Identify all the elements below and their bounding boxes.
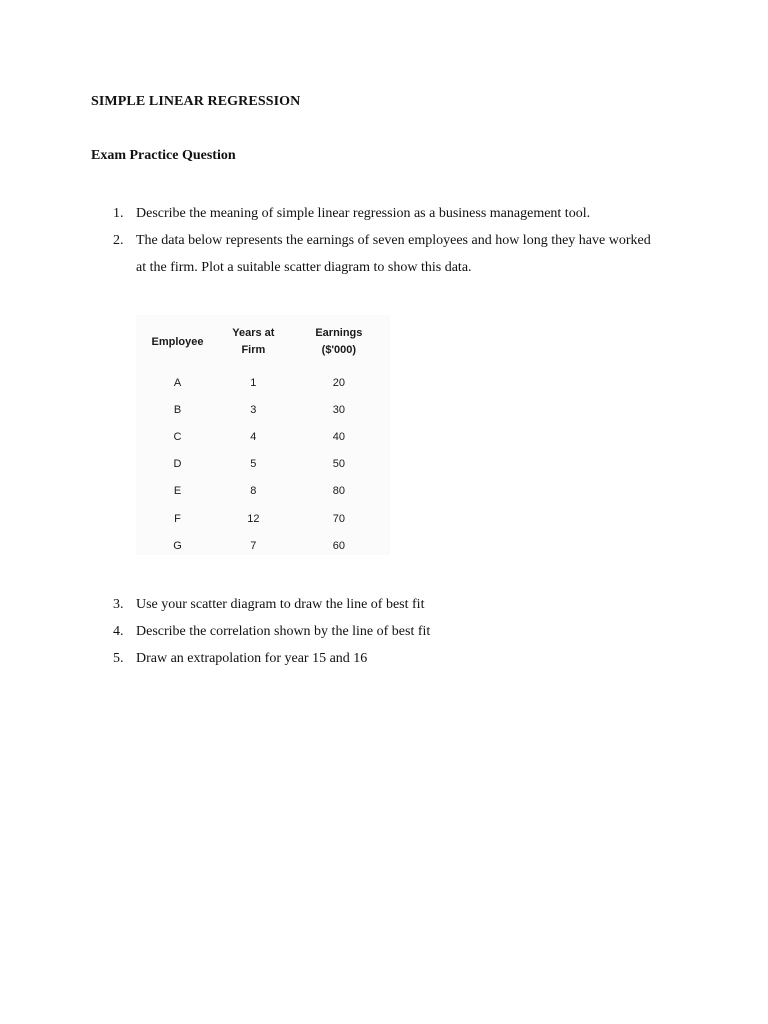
sub-heading: Exam Practice Question — [91, 148, 236, 163]
cell-earnings: 70 — [332, 512, 345, 525]
question-number: 2. — [113, 233, 124, 248]
question-list-part-2 — [0, 591, 656, 672]
table-header-row — [136, 315, 390, 369]
question-number: 3. — [113, 597, 124, 612]
question-5 — [0, 645, 656, 672]
header-earnings: Earnings ($'000) — [315, 327, 363, 356]
question-list-part-1 — [0, 200, 656, 281]
question-text: Draw an extrapolation for year 15 and 16 — [136, 651, 368, 666]
table-row — [136, 369, 390, 396]
data-table-image — [136, 315, 390, 555]
question-text: Describe the correlation shown by the line of best fit — [136, 624, 431, 639]
header-employee: Employee — [151, 335, 204, 348]
table-row — [136, 532, 390, 559]
cell-employee: F — [174, 512, 181, 525]
question-text: The data below represents the earnings of seven employees and how long they have worked at the firm. Plot a suitable scatter diagram to show this data. — [136, 233, 651, 275]
cell-earnings: 50 — [332, 458, 345, 471]
question-text: Use your scatter diagram to draw the line of best fit — [136, 597, 425, 612]
cell-years: 12 — [247, 512, 260, 525]
employee-earnings-table — [136, 315, 390, 559]
question-text: Describe the meaning of simple linear regression as a business management tool. — [136, 206, 591, 221]
cell-years: 5 — [250, 458, 257, 471]
question-number: 5. — [113, 651, 124, 666]
cell-years: 7 — [250, 539, 257, 552]
question-1 — [0, 200, 656, 227]
cell-employee: G — [173, 539, 182, 552]
cell-employee: B — [173, 403, 182, 416]
question-2 — [0, 227, 656, 281]
cell-employee: E — [173, 485, 182, 498]
cell-years: 8 — [250, 485, 257, 498]
table-row — [136, 423, 390, 450]
cell-earnings: 60 — [332, 539, 345, 552]
cell-years: 4 — [250, 430, 257, 443]
table-row — [136, 396, 390, 423]
cell-earnings: 30 — [332, 403, 345, 416]
question-3 — [0, 591, 656, 618]
cell-earnings: 40 — [332, 430, 345, 443]
table-row — [136, 505, 390, 532]
cell-employee: C — [173, 430, 182, 443]
table-row — [136, 478, 390, 505]
cell-employee: A — [173, 376, 182, 389]
cell-years: 1 — [250, 376, 257, 389]
cell-employee: D — [173, 458, 182, 471]
table-row — [136, 451, 390, 478]
question-number: 1. — [113, 206, 124, 221]
cell-years: 3 — [250, 403, 257, 416]
question-number: 4. — [113, 624, 124, 639]
header-years-at-firm: Years at Firm — [232, 327, 275, 356]
cell-earnings: 80 — [332, 485, 345, 498]
cell-earnings: 20 — [332, 376, 345, 389]
page-title: SIMPLE LINEAR REGRESSION — [91, 94, 301, 109]
question-4 — [0, 618, 656, 645]
